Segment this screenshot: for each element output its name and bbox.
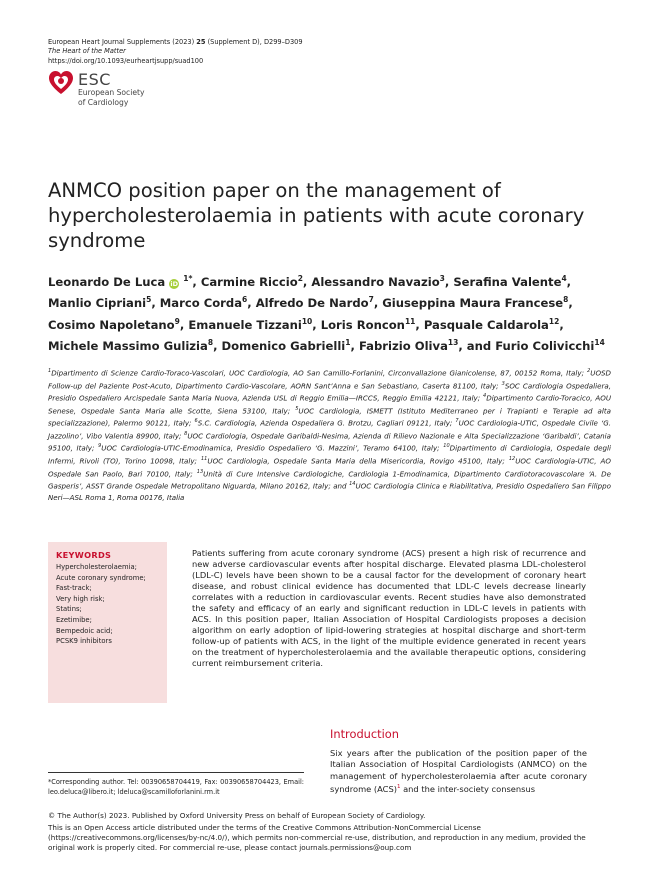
author-sup: 13 [447, 338, 459, 348]
reference-link[interactable]: 1 [396, 784, 401, 791]
keywords-heading: KEYWORDS [56, 550, 112, 560]
author-sup: 8 [563, 295, 569, 305]
affiliation-sup: 5 [295, 405, 299, 412]
series-name: The Heart of the Matter [48, 47, 126, 56]
introduction-heading: Introduction [330, 727, 399, 741]
author-sup: 1* [183, 274, 193, 283]
keyword-item: Acute coronary syndrome; [56, 573, 146, 582]
affiliation-text: UOC Cardiologia, ISMETT (Istituto Mediterraneo per i Trapianti e Terapie ad alta specializzazione), Palermo 90121, Italy; [48, 406, 611, 428]
affiliation-text: Dipartimento di Scienze Cardio-Toraco-Vascolari, UOC Cardiologia, AO San Camillo-Forlanini, Circonvallazione Gianicolense, 87, 00152 Roma, Italy; [51, 368, 588, 378]
affiliation-sup: 6 [194, 418, 198, 425]
affiliations [48, 366, 611, 503]
affiliation-text: UOC Cardiologia, Ospedale Santa Maria della Misericordia, Rovigo 45100, Italy; [207, 456, 509, 466]
affiliation-text: UOC Cardiologia, Ospedale Garibaldi-Nesima, Azienda di Rilievo Nazionale e Alta Specializzazione ‘Garibaldi’, Catania 95100, Italy; [48, 431, 611, 453]
affiliation-text: UOC Cardiologia-UTIC-Emodinamica, Presidio Ospedaliero ‘G. Mazzini’, Teramo 64100, Italy; [101, 443, 444, 453]
author-sup: 5 [146, 295, 152, 305]
author-name: , Loris Roncon [312, 317, 405, 332]
author-sup: 6 [242, 295, 248, 305]
author-sup: 2 [297, 274, 303, 283]
license-text: This is an Open Access article distributed under the terms of the Creative Commons Attribution-NonCommercial License (https://creativecommons.org/licenses/by-nc/4.0/), which permits non-commercial re-use, distribution, and reproduction in any medium, provided the original work is properly cited. For commercial re-use, please contact journals.permissions@oup.com [48, 823, 586, 852]
affiliation-sup: 12 [508, 455, 516, 462]
copyright-footer [48, 811, 614, 853]
author-sup: 14 [594, 338, 605, 348]
affiliation-sup: 8 [184, 430, 188, 437]
affiliation-sup: 1 [48, 368, 52, 374]
author-name: Leonardo De Luca [48, 274, 166, 289]
author-name: , Pasquale Caldarola [415, 317, 549, 332]
author-sup: 8 [207, 338, 214, 348]
affiliation-sup: 2 [587, 368, 591, 374]
keyword-item: PCSK9 inhibitors [56, 637, 112, 646]
affiliation-sup: 10 [443, 443, 450, 450]
keyword-item: Hypercholesterolaemia; [56, 563, 137, 571]
affiliation-text: Dipartimento di Cardiologia, Ospedale degli Infermi, Rivoli (TO), Torino 10098, Italy; [48, 443, 611, 466]
affiliation-text: Dipartimento Cardio-Toracico, AOU Senese, Ospedale Santa Maria alle Scotte, Siena 53100, Italy; [48, 393, 612, 416]
author-name: , Fabrizio Oliva [350, 339, 448, 354]
author-name: , Carmine Riccio [192, 274, 298, 289]
keyword-item: Ezetimibe; [56, 615, 92, 624]
affiliation-text: UOSD Follow-up del Paziente Post-Acuto, Dipartimento Cardio-Vascolare, AORN Sant’Anna e San Sebastiano, Caserta 81100, Italy; [48, 368, 611, 390]
author-sup: 12 [548, 316, 560, 326]
affiliation-sup: 14 [349, 481, 356, 488]
orcid-icon[interactable]: iD [170, 279, 179, 288]
affiliation-sup: 9 [98, 443, 102, 450]
introduction-text: Six years after the publication of the position paper of the Italian Association of Hospital Cardiologists (ANMCO) on the management of hypercholesterolaemia after acute coronary syndrome (ACS)$^1$ and the inter-society consensus [330, 748, 587, 794]
doi-link[interactable]: https://doi.org/10.1093/eurheartjsupp/suad100 [48, 56, 204, 65]
keyword-item: Statins; [56, 605, 82, 614]
keyword-item: Very high risk; [56, 594, 105, 603]
esc-logo [48, 70, 144, 107]
author-name: , Michele Massimo Gulizia [48, 317, 564, 354]
author-name: , Manlio Cipriani [48, 274, 572, 311]
author-name: , Marco Corda [151, 296, 243, 311]
keyword-item: Fast-track; [56, 584, 92, 593]
affiliation-sup: 11 [201, 455, 208, 462]
keyword-item: Bempedoic acid; [56, 626, 113, 635]
author-sup: 3 [439, 274, 445, 283]
author-name: , Domenico Gabrielli [213, 339, 346, 354]
author-sup: 7 [368, 295, 374, 305]
abstract: Patients suffering from acute coronary syndrome (ACS) present a high risk of recurrence and new adverse cardiovascular events after hospital discharge. Elevated plasma LDL-cholesterol (LDL-C) levels have been shown to be a causal factor for the development of coronary heart disease, and robust clinical evidence has documented that LDL-C levels decrease linearly correlates with a reduction in cardiovascular events. Recent studies have also demonstrated the safety and efficacy of an early and significant reduction in LDL-C levels in patients with ACS. In this position paper, Italian Association of Hospital Cardiologists proposes a decision algorithm on early adoption of lipid-lowering strategies at hospital discharge and short-term follow-up of patients with ACS, in the light of the multiple evidence generated in recent years on the treatment of hypercholesterolaemia and the available therapeutic options, considering current reimbursement criteria. [192, 548, 586, 668]
author-name: , Cosimo Napoletano [48, 296, 573, 332]
affiliation-text: S.C. Cardiologia, Azienda Ospedaliera G. Brotzu, Cagliari 09121, Italy; [197, 418, 456, 428]
author-name: , Giuseppina Maura Francese [373, 296, 564, 311]
author-sup: 9 [174, 316, 180, 326]
logo-line1: European Society [78, 88, 145, 97]
author-sup: 10 [301, 316, 313, 326]
copyright-line: © The Author(s) 2023. Published by Oxford University Press on behalf of European Society of Cardiology. [48, 811, 426, 820]
journal-header [48, 38, 303, 66]
author-name: , Serafina Valente [444, 274, 562, 289]
journal-citation: European Heart Journal Supplements (2023) 25 (Supplement D), D299–D309 [48, 38, 303, 46]
affiliation-sup: 7 [455, 418, 459, 425]
affiliation-text: UOC Cardiologia-UTIC, AO Ospedale San Paolo, Bari 70100, Italy; [48, 456, 611, 478]
article-title: ANMCO position paper on the management of hypercholesterolaemia in patients with acute coronary syndrome [48, 179, 585, 252]
author-sup: 4 [561, 274, 567, 283]
affiliation-text: UOC Cardiologia-UTIC, Ospedale Civile ‘G. Jazzolino’, Vibo Valentia 89900, Italy; [48, 418, 612, 441]
logo-line2: of Cardiology [78, 97, 129, 107]
keywords-box [48, 542, 167, 703]
author-name: , Alfredo De Nardo [247, 296, 369, 311]
author-name: , and Furio Colivicchi [458, 339, 595, 354]
affiliation-text: Unità di Cure Intensive Cardiologiche, Cardiologia 1-Emodinamica, Dipartimento Cardiotoracovascolare ‘A. De Gasperis’, ASST Grande Ospedale Metropolitano Niguarda, Milano 20162, Italy; and [48, 468, 611, 491]
author-list [48, 270, 608, 356]
affiliation-sup: 4 [483, 393, 487, 400]
affiliation-text: SOC Cardiologia Ospedaliera, Presidio Ospedaliero Arcispedale Santa Maria Nuova, Azienda USL di Reggio Emilia—IRCCS, Reggio Emilia 42121, Italy; [48, 380, 611, 403]
esc-heart-icon [48, 70, 74, 96]
corresponding-author-note: *Corresponding author. Tel: 00390658704419, Fax: 00390658704423, Email: leo.deluca@libero.it; ldeluca@scamilloforlanini.rm.it [48, 772, 304, 797]
author-sup: 1 [345, 338, 351, 348]
author-name: , Alessandro Navazio [302, 274, 440, 289]
affiliation-sup: 3 [501, 380, 505, 387]
affiliation-text: UOC Cardiologia Clinica e Riabilitativa, Presidio Ospedaliero San Filippo Neri—ASL Roma 1, Roma 00176, Italia [48, 481, 611, 502]
author-sup: 11 [404, 316, 416, 326]
logo-name: ESC [78, 70, 111, 89]
author-name: , Emanuele Tizzani [179, 317, 302, 332]
affiliation-sup: 13 [196, 468, 204, 475]
